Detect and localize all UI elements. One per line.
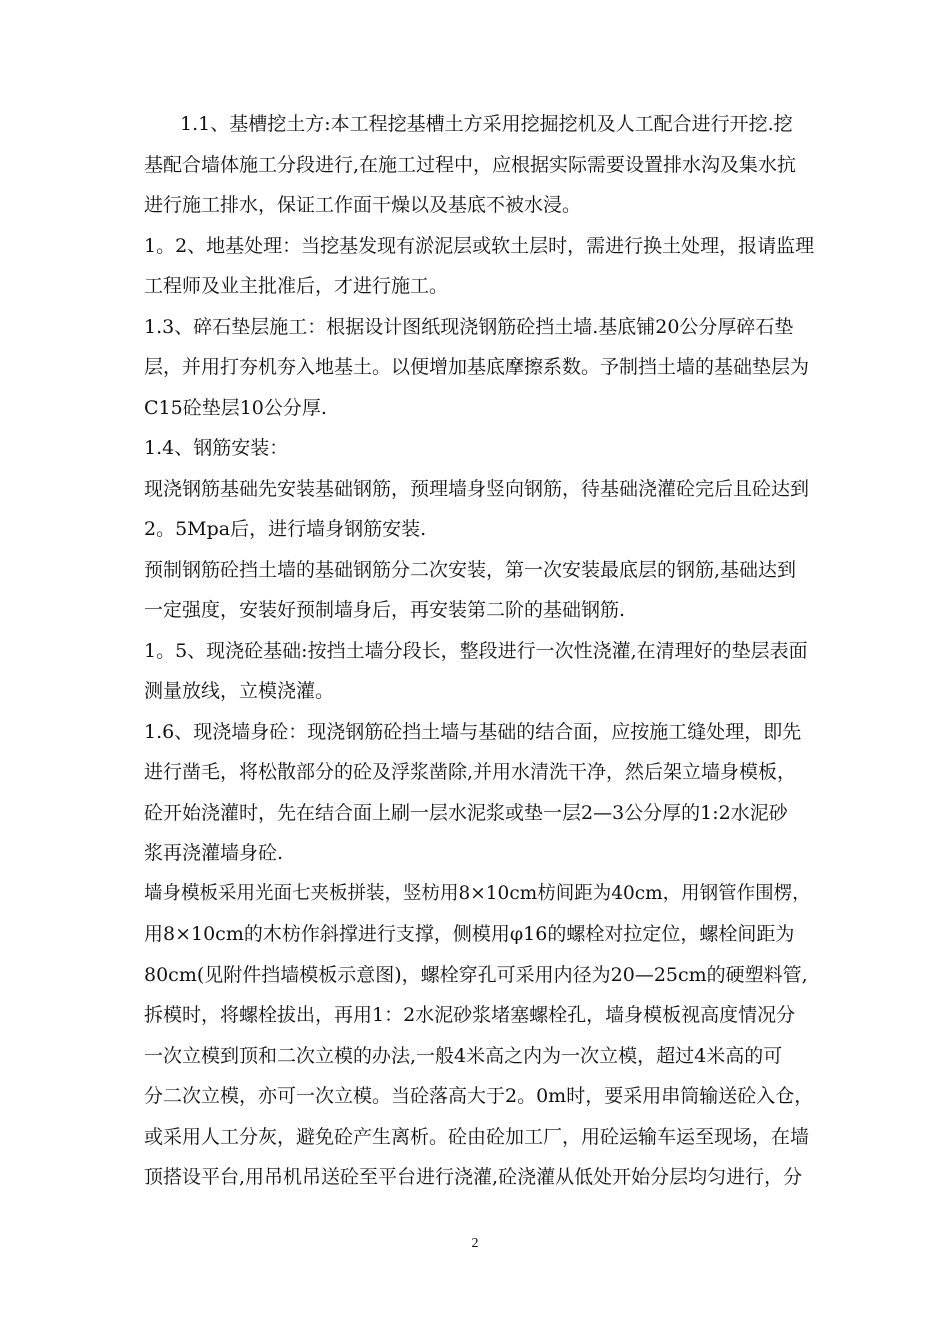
text-line: 2。5Mpa后，进行墙身钢筋安装. <box>144 518 427 540</box>
text-line: 现浇钢筋基础先安装基础钢筋，预理墙身竖向钢筋，待基础浇灌砼完后且砼达到 <box>144 477 810 500</box>
page-number: 2 <box>471 1236 479 1251</box>
text-line: 砼开始浇灌时，先在结合面上刷一层水泥浆或垫一层2—3公分厚的1:2水泥砂 <box>144 801 788 824</box>
text-line: 工程师及业主批准后，才进行施工。 <box>144 275 449 297</box>
text-line: 测量放线，立模浇灌。 <box>144 680 335 702</box>
text-line: 层，并用打夯机夯入地基土。以便增加基底摩擦系数。予制挡土墙的基础垫层为 <box>144 356 810 378</box>
text-line: 一定强度，安装好预制墙身后，再安装第二阶的基础钢筋. <box>144 599 626 621</box>
body-text <box>144 104 816 1198</box>
text-line: 1.3、碎石垫层施工：根据设计图纸现浇钢筋砼挡土墙.基底铺20公分厚碎石垫 <box>144 315 794 338</box>
text-line: 1.6、现浇墙身砼：现浇钢筋砼挡土墙与基础的结合面，应按施工缝处理，即先 <box>144 720 802 743</box>
text-line: 基配合墙体施工分段进行,在施工过程中，应根据实际需要设置排水沟及集水抗 <box>144 153 797 176</box>
text-line: 预制钢筋砼挡土墙的基础钢筋分二次安装，第一次安装最底层的钢筋,基础达到 <box>144 558 797 581</box>
text-line: 进行施工排水，保证工作面干燥以及基底不被水浸。 <box>144 194 582 216</box>
text-line: 浆再浇灌墙身砼. <box>144 842 284 864</box>
text-line: 顶搭设平台,用吊机吊送砼至平台进行浇灌,砼浇灌从低处开始分层均匀进行，分 <box>144 1166 803 1188</box>
text-line: 拆模时，将螺栓拔出，再用1：2水泥砂浆堵塞螺栓孔，墙身模板视高度情况分 <box>144 1004 796 1026</box>
text-line: 一次立模到顶和二次立模的办法,一般4米高之内为一次立模，超过4米高的可 <box>144 1044 783 1067</box>
text-line: 1.4、钢筋安装： <box>144 437 289 459</box>
text-line: 1.1、基槽挖土方:本工程挖基槽土方采用挖掘挖机及人工配合进行开挖.挖 <box>180 113 793 135</box>
text-line: 墙身模板采用光面七夹板拼装，竖枋用8×10cm枋间距为40cm，用钢管作围楞， <box>144 882 811 904</box>
text-line: C15砼垫层10公分厚. <box>144 396 327 419</box>
text-line: 1。5、现浇砼基础:按挡土墙分段长，整段进行一次性浇灌,在清理好的垫层表面 <box>144 639 808 662</box>
text-line: 或采用人工分灰，避免砼产生离析。砼由砼加工厂，用砼运输车运至现场，在墙 <box>144 1125 810 1148</box>
text-line: 1。2、地基处理：当挖基发现有淤泥层或软土层时，需进行换土处理，报请监理 <box>144 234 815 257</box>
text-line: 分二次立模，亦可一次立模。当砼落高大于2。0m时，要采用串筒输送砼入仓， <box>144 1085 814 1107</box>
text-line: 用8×10cm的木枋作斜撑进行支撑，侧模用φ16的螺栓对拉定位，螺栓间距为 <box>144 923 795 945</box>
text-line: 80cm(见附件挡墙模板示意图)，螺栓穿孔可采用内径为20—25cm的硬塑料管, <box>144 963 808 986</box>
text-line: 进行凿毛，将松散部分的砼及浮浆凿除,并用水清洗干净，然后架立墙身模板， <box>144 761 797 783</box>
